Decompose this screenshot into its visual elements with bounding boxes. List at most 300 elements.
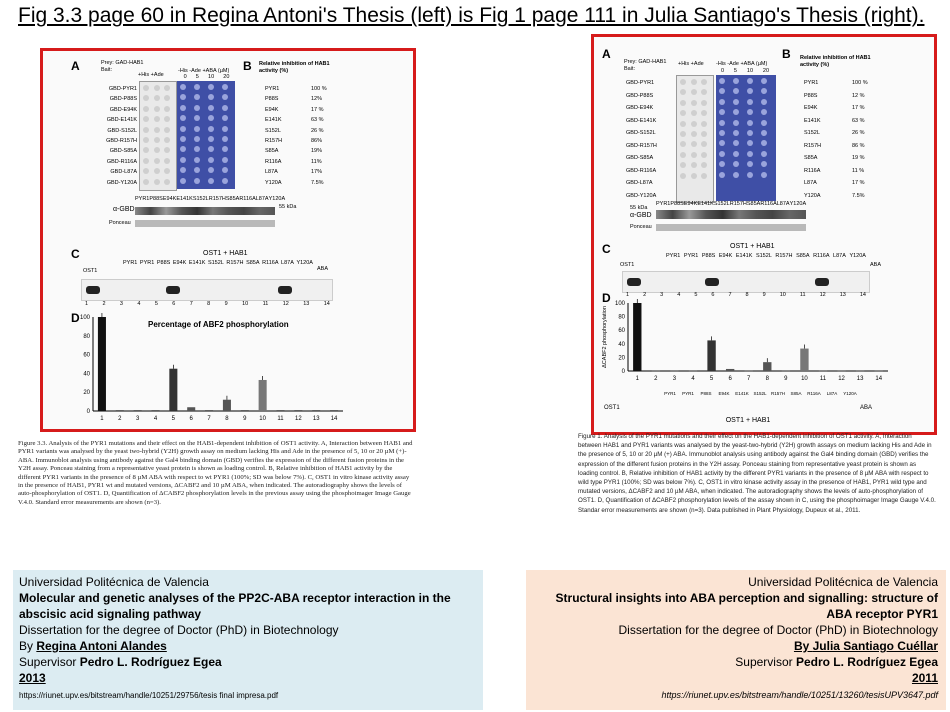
yeast-spot (194, 115, 200, 121)
yeast-spot (208, 84, 214, 90)
x-tick-label: 9 (784, 376, 788, 382)
yeast-spot (733, 140, 739, 146)
x-tick-label: 3 (135, 416, 140, 422)
bait-row: GBD-E141K (106, 117, 137, 124)
aba-conc-row: 0 5 10 20 (720, 68, 770, 74)
bait-row: GBD-S152L (107, 127, 137, 134)
right-blot-lanes: PYR1 P88S E94K E141K S152L R157H S85A R116A L87A Y120A (656, 201, 807, 207)
inhibition-row: E141K 63 % (804, 117, 865, 124)
yeast-spot (747, 99, 753, 105)
yeast-spot (733, 78, 739, 84)
gbd-blot (135, 207, 275, 215)
yeast-spot (680, 162, 686, 168)
left-bar-chart (63, 313, 353, 425)
yeast-spot (747, 140, 753, 146)
right-supervisor: Pedro L. Rodríguez Egea (795, 655, 938, 669)
left-bait-list (93, 84, 137, 188)
y-tick-label: 20 (83, 390, 90, 397)
band (627, 278, 641, 286)
bait-row: GBD-E94K (109, 106, 137, 113)
bait-row: GBD-E94K (626, 105, 654, 111)
left-figure-caption: Figure 3.3. Analysis of the PYR1 mutations and their effect on the HAB1-dependent inhibition of OST1 activity. A, Interaction between HAB1 and PYR1 variants was analysed by the yeast two-hybrid (Y2H) growth assay on medium lacking His and Ade in the presence of 5, 10 or 20 µM (+)-ABA. Immunoblot analysis using antibody against the Gal4 binding domain (GBD) verifies the expression of the different fusion proteins in the Y2H assay. Ponceau staining from a representative yeast protein is shown as loading control. B, Relative inhibition of HAB1 activity by the different PYR1 variants in the presence of 8 µM ABA with respect to wt PYR1 (100%; SD was below 7%). C, OST1 in vitro kinase activity assay in the presence of HAB1, PYR1 wt and mutated versions, ΔCABF2 and 10 µM ABA, when indicated. The autoradiography shows the levels of auto-phosphorylation of OST1. D, Quantification of ΔCABF2 phosphorylation levels in the previous assay using the phosphoimager Image Gauge V.4.0. Standard error measurements are shown (n=3). (18, 440, 413, 506)
yeast-spot (154, 179, 160, 185)
yeast-spot (143, 127, 149, 133)
yeast-spot (719, 120, 725, 126)
inhibition-row: R157H 86% (265, 137, 323, 144)
left-author: Regina Antoni Alandes (36, 639, 167, 653)
yeast-spot (691, 162, 697, 168)
bait-row: GBD-Y120A (626, 192, 657, 199)
yeast-spot (761, 99, 767, 105)
bait-row: GBD-P88S (626, 92, 654, 99)
left-autoradiography (81, 279, 333, 301)
yeast-spot (208, 94, 214, 100)
yeast-spot (691, 152, 697, 158)
yeast-spot (222, 84, 228, 90)
yeast-spot (154, 95, 160, 101)
yeast-spot (747, 130, 753, 136)
yeast-spot (180, 136, 186, 142)
y-tick-label: 40 (83, 371, 90, 378)
yeast-spot (701, 173, 707, 179)
x-tick-label: 7 (207, 416, 211, 422)
d-lane-label: R157H (770, 391, 786, 396)
yeast-spot (180, 126, 186, 132)
inhibition-row: PYR1 100 % (265, 86, 327, 92)
x-tick-label: 14 (330, 416, 338, 422)
plate-minus-his (177, 81, 235, 189)
x-tick-label: 4 (691, 376, 695, 382)
yeast-spot (208, 167, 214, 173)
bar (116, 410, 124, 411)
right-bait-list (626, 77, 672, 202)
d-lane-label: S85A (790, 391, 802, 396)
panel-b-label: B (782, 47, 791, 61)
yeast-spot (747, 120, 753, 126)
inhibition-row: S152L 26 % (804, 130, 865, 136)
yeast-spot (194, 105, 200, 111)
inhibition-row: S85A 19% (265, 148, 323, 155)
yeast-spot (164, 168, 170, 174)
inhibition-row: E141K 63 % (265, 117, 324, 124)
gbd-blot (656, 210, 806, 219)
right-author-line (794, 639, 938, 654)
d-lane-label: PYR1 (682, 391, 694, 396)
panel-c-label: C (602, 242, 611, 256)
bar (782, 370, 790, 371)
yeast-spot (761, 78, 767, 84)
d-lane-label: S152L (753, 391, 767, 396)
yeast-spot (208, 105, 214, 111)
x-tick-label: 8 (765, 376, 769, 382)
inhibition-row: S85A 19 % (804, 155, 865, 161)
x-tick-label: 13 (312, 416, 320, 422)
aba-0: 0 (183, 74, 187, 80)
bar (633, 303, 641, 371)
yeast-spot (208, 157, 214, 163)
aba-label: ABA (317, 266, 329, 272)
yeast-spot (164, 137, 170, 143)
right-figure-caption: Figure 1. Analysis of the PYR1 mutations and their effect on the HAB1-dependent inhibition of OST1 activity. A, Interaction between HAB1 and PYR1 variants was analysed by the yeast-two-hybrid (Y2H) growth assays on medium lacking His and Ade in the presence of 5, 10 or 20 µM (+) ABA. Immunoblot analysis using antibody against the Gal4 binding domain (GBD) verifies the expression of the different fusion proteins in the Y2H assay. Ponceau staining from representative yeast protein is shown as loading control. B, Relative inhibition of HAB1 activity by the different PYR1 variants in the presence of 8 µM ABA with respect to wild type PYR1 (100%; SD was below 7%). C, OST1 in vitro kinase activity assay in the presence of HAB1, PYR1 wild type and mutated versions, ΔCABF2 and 10 µM ABA, when indicated. The autoradiography shows the levels of auto-phosphorylation of OST1. D, Quantification of ΔCABF2 phosphorylation levels of the assay shown in C, using the phosphoimager Image Gauge V.4.0. Standar error measurements are shown (n=3). Data published in Plant Physiology, Dupeux et al., 2011. (578, 433, 936, 514)
bar (223, 400, 231, 411)
his-ade-minus-label: -His -Ade +ABA (µM) (178, 68, 230, 74)
d-lane-label: Y120A (843, 391, 857, 396)
yeast-spot (222, 105, 228, 111)
yeast-spot (180, 105, 186, 111)
yeast-spot (143, 147, 149, 153)
bait-row: GBD-E141K (626, 117, 657, 124)
yeast-spot (733, 99, 739, 105)
bar (745, 370, 753, 371)
yeast-spot (143, 95, 149, 101)
yeast-spot (180, 146, 186, 152)
yeast-spot (143, 85, 149, 91)
bar (241, 410, 249, 411)
yeast-spot (680, 173, 686, 179)
yeast-spot (143, 137, 149, 143)
aba-row-label: ABA (860, 405, 873, 411)
bar (726, 369, 734, 371)
plate-plus-his (676, 75, 714, 203)
yeast-spot (180, 167, 186, 173)
left-c-numbers: 1 2 3 4 5 6 7 8 9 10 11 12 13 14 (85, 301, 330, 307)
y-tick-label: 100 (614, 301, 625, 307)
yeast-spot (180, 157, 186, 163)
bar (856, 370, 864, 371)
bait-row: GBD-L87A (110, 169, 137, 176)
inhibition-row: S152L 26 % (265, 127, 324, 134)
panel-d-label: D (71, 311, 80, 325)
right-author: Julia Santiago Cuéllar (812, 639, 938, 653)
yeast-spot (194, 126, 200, 132)
bar (819, 370, 827, 371)
y-axis-label: ΔCABF2 phosphorylation (602, 306, 608, 368)
yeast-spot (143, 106, 149, 112)
his-ade-minus-label: -His -Ade +ABA (µM) (716, 61, 768, 67)
aba-label: ABA (870, 262, 882, 268)
inhibition-row: PYR1 100 % (804, 80, 868, 86)
yeast-spot (208, 126, 214, 132)
yeast-spot (680, 131, 686, 137)
left-c-lanes: PYR1 PYR1 P88S E94K E141K S152L R157H S85A R116A L87A Y120A (123, 260, 313, 266)
y-tick-label: 0 (86, 409, 90, 415)
inhibition-row: P88S 12 % (804, 92, 865, 99)
yeast-spot (680, 141, 686, 147)
x-tick-label: 5 (709, 376, 714, 382)
y-tick-label: 60 (618, 328, 625, 335)
right-thesis-title-2: ABA receptor PYR1 (826, 607, 938, 621)
ost1-hab1-row-label: OST1 + HAB1 (725, 417, 771, 424)
left-by: By (19, 639, 37, 653)
left-supervisor-label: Supervisor (19, 655, 80, 669)
inhibition-row: R116A 11 % (804, 167, 865, 174)
yeast-spot (180, 84, 186, 90)
right-university: Universidad Politécnica de Valencia (748, 575, 938, 589)
y-tick-label: 0 (621, 369, 625, 375)
yeast-spot (222, 94, 228, 100)
x-tick-label: 1 (635, 376, 639, 382)
y-tick-label: 80 (83, 333, 90, 340)
x-tick-label: 4 (153, 416, 158, 422)
bar (98, 317, 106, 411)
yeast-spot (761, 161, 767, 167)
plate-plus-his (139, 81, 177, 191)
x-tick-label: 2 (654, 376, 658, 382)
left-thesis-title-2: abscisic acid signaling pathway (19, 607, 202, 621)
band (705, 278, 719, 286)
bar (652, 370, 660, 371)
inhibition-row: R116A 11% (265, 158, 322, 165)
y-tick-label: 20 (618, 355, 625, 362)
yeast-spot (222, 115, 228, 121)
yeast-spot (761, 151, 767, 157)
bait-row: GBD-S85A (626, 155, 654, 161)
yeast-spot (691, 100, 697, 106)
bar (294, 410, 302, 411)
panel-a-label: A (602, 47, 611, 61)
yeast-spot (701, 131, 707, 137)
bar (875, 370, 883, 371)
x-tick-label: 12 (295, 416, 302, 422)
yeast-spot (701, 141, 707, 147)
d-lane-label: PYR1 (664, 391, 676, 396)
kda-label: 55 kDa (630, 205, 648, 211)
yeast-spot (194, 146, 200, 152)
panel-a-label: A (71, 59, 80, 73)
yeast-spot (701, 152, 707, 158)
left-url[interactable]: https://riunet.upv.es/bitstream/handle/10251/29756/tesis final impresa.pdf (19, 691, 279, 700)
inhibition-row: E94K 17 % (265, 106, 324, 113)
panel-c-label: C (71, 247, 80, 261)
yeast-spot (747, 151, 753, 157)
yeast-spot (691, 173, 697, 179)
yeast-spot (747, 78, 753, 84)
inhibition-row: P88S 12% (265, 96, 323, 103)
yeast-spot (194, 94, 200, 100)
yeast-spot (208, 115, 214, 121)
yeast-spot (691, 141, 697, 147)
yeast-spot (180, 115, 186, 121)
y-tick-label: 40 (618, 341, 625, 348)
yeast-spot (719, 140, 725, 146)
bar (151, 410, 159, 411)
yeast-spot (733, 161, 739, 167)
panel-b-label: B (243, 59, 252, 73)
yeast-spot (164, 127, 170, 133)
plate-minus-his (716, 75, 776, 201)
yeast-spot (222, 126, 228, 132)
aba-5: 5 (195, 74, 199, 80)
yeast-spot (733, 109, 739, 115)
x-tick-label: 8 (225, 416, 229, 422)
yeast-spot (719, 130, 725, 136)
yeast-spot (194, 157, 200, 163)
inhibition-row: R157H 86 % (804, 142, 865, 149)
yeast-spot (194, 84, 200, 90)
bar (689, 370, 697, 371)
yeast-spot (680, 79, 686, 85)
bar (707, 340, 715, 371)
yeast-spot (194, 178, 200, 184)
right-year: 2011 (911, 671, 938, 685)
left-figure (40, 48, 416, 432)
right-bar-chart (598, 299, 898, 427)
yeast-spot (143, 116, 149, 122)
x-tick-label: 5 (171, 416, 176, 422)
band (86, 286, 100, 294)
yeast-spot (164, 116, 170, 122)
ost1-label: OST1 (620, 262, 635, 268)
yeast-spot (701, 162, 707, 168)
yeast-spot (761, 88, 767, 94)
left-thesis-box (13, 570, 483, 710)
left-thesis-title-1: Molecular and genetic analyses of the PP2C-ABA receptor interaction in the (19, 591, 451, 605)
left-supervisor: Pedro L. Rodríguez Egea (79, 655, 222, 669)
yeast-spot (761, 140, 767, 146)
yeast-spot (719, 172, 725, 178)
ost1-row-label: OST1 (604, 405, 620, 411)
yeast-spot (222, 146, 228, 152)
inhibition-row: L87A 17% (265, 169, 323, 176)
ponceau-blot (656, 224, 806, 231)
bar (259, 380, 267, 411)
yeast-spot (747, 172, 753, 178)
yeast-spot (143, 158, 149, 164)
y-tick-label: 80 (618, 314, 625, 321)
yeast-spot (680, 89, 686, 95)
inhibition-row: Y120A 7.5% (265, 179, 324, 186)
x-tick-label: 9 (243, 416, 247, 422)
relative-inhibition-header: Relative inhibition of HAB1 activity (%) (800, 55, 871, 68)
inhibition-row: L87A 17 % (804, 180, 865, 186)
yeast-spot (164, 95, 170, 101)
bar (312, 410, 320, 411)
bait-label: Bait: (624, 66, 636, 72)
prey-label: Prey: GAD-HAB1 (624, 59, 667, 65)
right-supervisor-label: Supervisor (735, 655, 796, 669)
bait-row: GBD-R116A (626, 167, 657, 174)
yeast-spot (719, 109, 725, 115)
ponceau-blot (135, 220, 275, 227)
right-c-lanes: PYR1 PYR1 P88S E94K E141K S152L R157H S85A R116A L87A Y120A (666, 253, 866, 259)
chart-title: Percentage of ABF2 phosphorylation (148, 320, 289, 329)
band (166, 286, 180, 294)
yeast-spot (761, 172, 767, 178)
bait-row: GBD-R157H (626, 142, 657, 149)
yeast-spot (154, 106, 160, 112)
right-url[interactable]: https://riunet.upv.es/bitstream/handle/10251/13260/tesisUPV3647.pdf (661, 690, 938, 700)
x-tick-label: 3 (672, 376, 677, 382)
d-lane-label: P88S (700, 391, 712, 396)
bar (134, 410, 142, 411)
bar (670, 370, 678, 371)
left-inhibition-table (265, 84, 345, 188)
x-tick-label: 13 (856, 376, 864, 382)
bait-row: GBD-L87A (626, 180, 653, 186)
yeast-spot (164, 158, 170, 164)
kda-label: 55 kDa (279, 204, 297, 210)
relative-inhibition-header: Relative inhibition of HAB1 activity (%) (259, 61, 330, 74)
right-inhibition-table (804, 77, 894, 202)
bar (330, 410, 338, 411)
prey-label: Prey: GAD-HAB1 (101, 60, 144, 66)
ost1-hab1-label: OST1 + HAB1 (203, 250, 248, 257)
x-tick-label: 2 (118, 416, 122, 422)
yeast-spot (680, 121, 686, 127)
yeast-spot (747, 109, 753, 115)
x-tick-label: 7 (747, 376, 751, 382)
left-degree: Dissertation for the degree of Doctor (PhD) in Biotechnology (19, 623, 339, 637)
yeast-spot (680, 100, 686, 106)
bar (187, 407, 195, 411)
x-tick-label: 6 (189, 416, 193, 422)
right-thesis-title-1: Structural insights into ABA perception and signalling: structure of (555, 591, 938, 605)
yeast-spot (154, 158, 160, 164)
d-lane-label: R116A (807, 391, 821, 396)
bait-row: GBD-PYR1 (626, 80, 655, 86)
yeast-spot (222, 167, 228, 173)
yeast-spot (733, 120, 739, 126)
inhibition-row: Y120A 7.5% (804, 192, 865, 199)
yeast-spot (719, 88, 725, 94)
yeast-spot (719, 151, 725, 157)
yeast-spot (691, 131, 697, 137)
x-tick-label: 14 (875, 376, 883, 382)
x-tick-label: 11 (277, 416, 284, 422)
yeast-spot (747, 161, 753, 167)
alpha-gbd-label: α-GBD (630, 212, 652, 219)
yeast-spot (691, 79, 697, 85)
panel-d-label: D (602, 291, 611, 305)
bait-row: GBD-R116A (106, 158, 137, 165)
bait-label: Bait: (101, 67, 113, 73)
bait-row: GBD-R157H (106, 137, 137, 144)
yeast-spot (143, 179, 149, 185)
yeast-spot (733, 151, 739, 157)
yeast-spot (222, 157, 228, 163)
yeast-spot (180, 178, 186, 184)
yeast-spot (154, 85, 160, 91)
band (278, 286, 292, 294)
ponceau-label: Ponceau (109, 220, 131, 226)
yeast-spot (701, 121, 707, 127)
yeast-spot (154, 147, 160, 153)
left-university: Universidad Politécnica de Valencia (19, 575, 209, 589)
left-year: 2013 (19, 671, 46, 685)
x-tick-label: 6 (728, 376, 732, 382)
yeast-spot (164, 85, 170, 91)
yeast-spot (747, 88, 753, 94)
yeast-spot (208, 146, 214, 152)
yeast-spot (733, 88, 739, 94)
yeast-spot (222, 178, 228, 184)
yeast-spot (691, 89, 697, 95)
bar (837, 370, 845, 371)
x-tick-label: 1 (100, 416, 104, 422)
yeast-spot (154, 127, 160, 133)
yeast-spot (143, 168, 149, 174)
page-title: Fig 3.3 page 60 in Regina Antoni's Thesis (left) is Fig 1 page 111 in Julia Santiago's Thesis (right). (18, 4, 925, 27)
bar (205, 410, 213, 411)
right-degree: Dissertation for the degree of Doctor (PhD) in Biotechnology (618, 623, 938, 637)
bait-row: GBD-Y120A (106, 179, 137, 186)
left-supervisor-line (19, 655, 222, 670)
yeast-spot (154, 116, 160, 122)
bait-row: GBD-S152L (626, 130, 656, 136)
x-tick-label: 11 (819, 376, 827, 382)
x-tick-label: 12 (838, 376, 845, 382)
bar (276, 410, 284, 411)
